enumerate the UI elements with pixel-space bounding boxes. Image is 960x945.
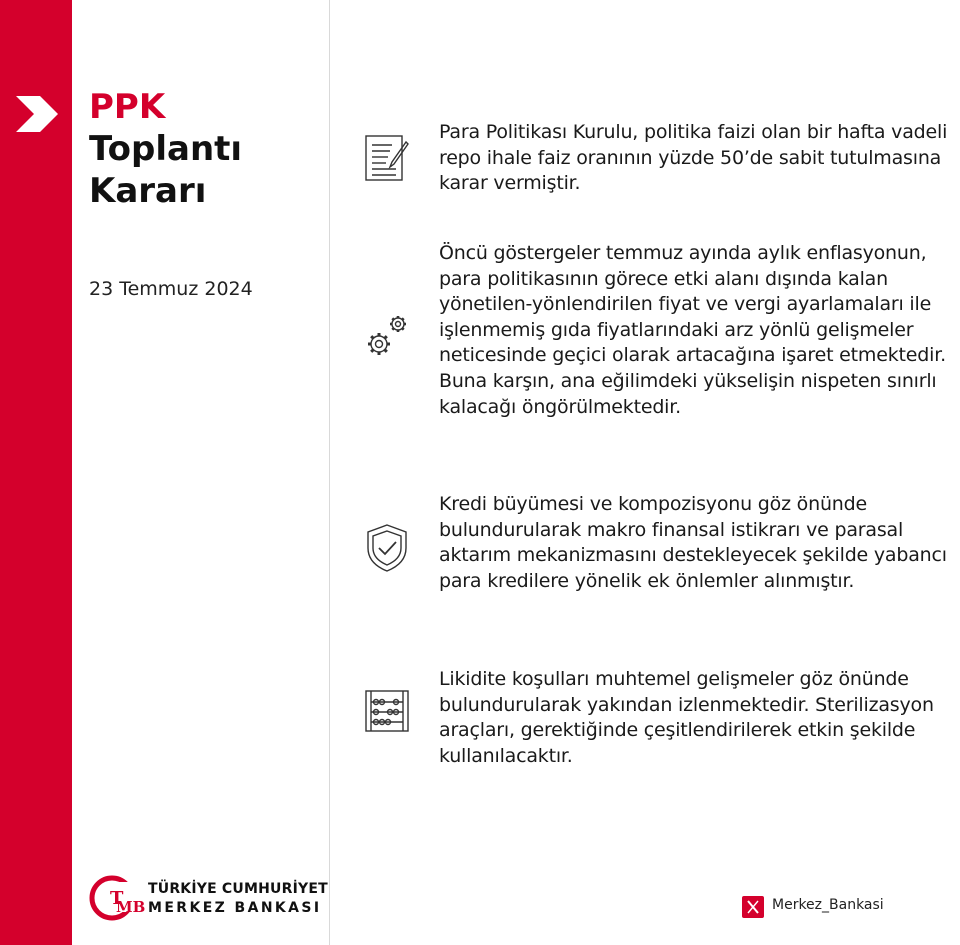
decision-text: Likidite koşulları muhtemel gelişmeler göz önünde bulundurularak yakından izlenmektedir. Sterilizasyon araçları, gerektiğinde çeşitlendirilerek etkin şekilde kullanılacaktır. bbox=[439, 668, 934, 767]
x-logo-icon bbox=[742, 896, 764, 918]
column-divider bbox=[329, 0, 330, 945]
social-handle[interactable]: Merkez_Bankasi bbox=[772, 897, 884, 913]
shield-check-icon bbox=[362, 522, 412, 574]
decision-text: Öncü göstergeler temmuz ayında aylık enflasyonun, para politikasının görece etki alanı dışında kalan yönetilen-yönlendirilen fiyat ve vergi ayarlamaları ile işlenmemiş gıda fiyatlarındaki arz yönlü gelişmeler neticesinde geçici olarak artacağına işaret etmektedir. Buna karşın, ana eğilimdeki yükselişin nispeten sınırlı kalacağı öngörülmektedir. bbox=[439, 242, 946, 418]
gears-icon bbox=[362, 311, 412, 363]
tcmb-logo bbox=[86, 872, 146, 922]
title-karari: Kararı bbox=[89, 171, 207, 211]
document-pen-icon bbox=[362, 132, 412, 184]
decision-text: Para Politikası Kurulu, politika faizi olan bir hafta vadeli repo ihale faiz oranının yüzde 50’de sabit tutulmasına karar vermiştir. bbox=[439, 121, 948, 195]
chevron-right-icon bbox=[16, 96, 58, 132]
page-title bbox=[89, 86, 242, 212]
svg-text:T: T bbox=[110, 888, 124, 909]
decision-text: Kredi büyümesi ve kompozisyonu göz önünde bulundurularak makro finansal istikrarı ve parasal aktarım mekanizmasını destekleyecek şekilde yabancı para kredilere yönelik ek önlemler alınmıştır. bbox=[439, 493, 947, 592]
left-accent-bar bbox=[0, 0, 72, 945]
svg-text:MB: MB bbox=[116, 898, 146, 916]
institution-name-line2: MERKEZ BANKASI bbox=[148, 900, 322, 916]
meeting-date: 23 Temmuz 2024 bbox=[89, 278, 253, 300]
institution-name-line1: TÜRKİYE CUMHURİYET bbox=[148, 881, 328, 897]
title-ppk: PPK bbox=[89, 87, 166, 127]
institution-name bbox=[148, 880, 328, 918]
abacus-icon bbox=[362, 685, 412, 737]
title-toplanti: Toplantı bbox=[89, 129, 243, 169]
